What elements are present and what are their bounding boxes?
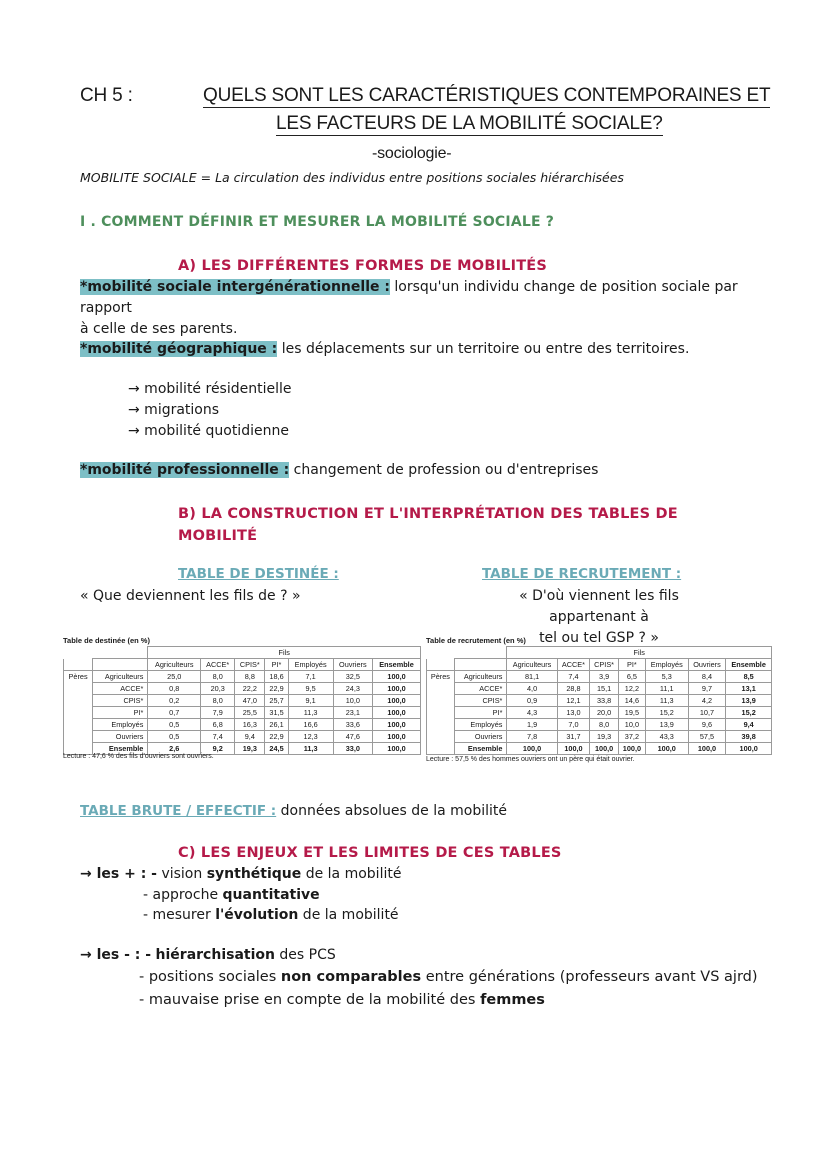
- peres-spacer: [427, 707, 455, 719]
- table-cell: 6,8: [201, 719, 235, 731]
- geo-term: *mobilité géographique :: [80, 341, 278, 357]
- table-destinee-caption: Table de destinée (en %): [63, 636, 150, 645]
- table-cell: 7,4: [201, 731, 235, 743]
- pro-def: changement de profession ou d'entreprises: [289, 462, 599, 478]
- table-cell: 7,4: [557, 671, 590, 683]
- table-cell: 9,4: [726, 719, 772, 731]
- table-cell: 11,3: [288, 707, 333, 719]
- list-item: → mobilité quotidienne: [128, 423, 289, 439]
- minus-line-2: [139, 967, 758, 988]
- table-cell: 9,5: [288, 683, 333, 695]
- table-cell: 8,4: [688, 671, 726, 683]
- column-header: Ouvriers: [333, 659, 373, 671]
- table-cell: 100,0: [373, 743, 421, 755]
- peres-spacer: [427, 695, 455, 707]
- table-cell: 9,6: [688, 719, 726, 731]
- brute-label: TABLE BRUTE / EFFECTIF :: [80, 803, 277, 819]
- table-cell: 100,0: [373, 695, 421, 707]
- table-recrutement-caption: Table de recrutement (en %): [426, 636, 526, 645]
- table-cell: 100,0: [507, 743, 557, 755]
- table-header-row: [64, 659, 421, 671]
- geo-list: [128, 379, 292, 442]
- table-cell: 22,2: [235, 683, 265, 695]
- column-header: ACCE*: [557, 659, 590, 671]
- table-cell: 4,2: [688, 695, 726, 707]
- list-item: → mobilité résidentielle: [128, 381, 292, 397]
- geo-definition: [80, 339, 689, 360]
- row-label: Ouvriers: [454, 731, 507, 743]
- peres-spacer: [427, 743, 455, 755]
- table-cell: 22,9: [265, 683, 288, 695]
- table-cell: 13,9: [645, 719, 688, 731]
- title-line1-text: QUELS SONT LES CARACTÉRISTIQUES CONTEMPORAINES ET: [203, 85, 771, 106]
- table-cell: 16,3: [235, 719, 265, 731]
- table-cell: 100,0: [688, 743, 726, 755]
- table-cell: 100,0: [373, 719, 421, 731]
- table-cell: 10,7: [688, 707, 726, 719]
- peres-label: Pères: [427, 671, 455, 683]
- row-label: Agriculteurs: [93, 671, 148, 683]
- title-line2-text: LES FACTEURS DE LA MOBILITÉ SOCIALE?: [276, 113, 663, 134]
- page-title-line1: [203, 85, 770, 107]
- table-cell: 24,5: [265, 743, 288, 755]
- table-cell: 9,1: [288, 695, 333, 707]
- plus-line-1: [80, 864, 401, 885]
- table-cell: 19,3: [590, 731, 619, 743]
- table-cell: 9,7: [688, 683, 726, 695]
- minus-text: entre générations (professeurs avant VS ajrd): [421, 969, 758, 985]
- table-header-row: [427, 647, 772, 659]
- table-cell: 100,0: [557, 743, 590, 755]
- table-cell: 11,3: [645, 695, 688, 707]
- table-cell: 20,3: [201, 683, 235, 695]
- table-cell: 20,0: [590, 707, 619, 719]
- table-cell: 7,1: [288, 671, 333, 683]
- table-row: [427, 695, 772, 707]
- table-header-row: [427, 659, 772, 671]
- subject-label: -sociologie-: [372, 145, 452, 162]
- minus-line-1: [80, 945, 336, 966]
- plus-text: vision: [157, 866, 207, 882]
- table-cell: 16,6: [288, 719, 333, 731]
- table-cell: 47,6: [333, 731, 373, 743]
- table-row: [64, 683, 421, 695]
- row-label: ACCE*: [93, 683, 148, 695]
- table-cell: 8,0: [201, 671, 235, 683]
- column-header: Agriculteurs: [507, 659, 557, 671]
- column-header: Agriculteurs: [148, 659, 201, 671]
- table-cell: 0,5: [148, 719, 201, 731]
- table-cell: 5,3: [645, 671, 688, 683]
- plus-text: de la mobilité: [301, 866, 402, 882]
- table-cell: 13,0: [557, 707, 590, 719]
- table-cell: 12,2: [618, 683, 645, 695]
- plus-text: - approche: [143, 887, 223, 903]
- section-a-heading: A) LES DIFFÉRENTES FORMES DE MOBILITÉS: [178, 258, 548, 274]
- table-cell: 3,9: [590, 671, 619, 683]
- table-cell: 100,0: [726, 743, 772, 755]
- table-cell: 0,9: [507, 695, 557, 707]
- table-cell: 32,5: [333, 671, 373, 683]
- table-cell: 33,6: [333, 719, 373, 731]
- minus-label: → les - : -: [80, 947, 152, 963]
- table-cell: 11,1: [645, 683, 688, 695]
- table-cell: 10,0: [333, 695, 373, 707]
- table-cell: 100,0: [373, 683, 421, 695]
- minus-keyword: hiérarchisation: [155, 947, 275, 963]
- column-header: ACCE*: [201, 659, 235, 671]
- section-c-heading: C) LES ENJEUX ET LES LIMITES DE CES TABLES: [178, 845, 562, 861]
- minus-text: - mauvaise prise en compte de la mobilité des: [139, 992, 481, 1008]
- table-cell: 47,0: [235, 695, 265, 707]
- chapter-label: CH 5 :: [80, 85, 133, 106]
- plus-line-3: [143, 905, 399, 926]
- table-cell: 8,0: [201, 695, 235, 707]
- table-cell: 31,7: [557, 731, 590, 743]
- table-cell: 6,5: [618, 671, 645, 683]
- plus-keyword: l'évolution: [215, 907, 299, 923]
- peres-spacer: [427, 683, 455, 695]
- table-cell: 100,0: [618, 743, 645, 755]
- table-cell: 23,1: [333, 707, 373, 719]
- minus-keyword: femmes: [480, 992, 545, 1008]
- column-header: CPIS*: [590, 659, 619, 671]
- section-1-heading: I . COMMENT DÉFINIR ET MESURER LA MOBILITÉ SOCIALE ?: [80, 214, 555, 230]
- destinee-label: TABLE DE DESTINÉE :: [178, 566, 339, 582]
- table-cell: 14,6: [618, 695, 645, 707]
- list-item: → migrations: [128, 402, 220, 418]
- table-cell: 15,1: [590, 683, 619, 695]
- table-cell: 100,0: [590, 743, 619, 755]
- table-cell: 19,3: [235, 743, 265, 755]
- table-cell: 39,8: [726, 731, 772, 743]
- peres-label: Pères: [64, 671, 93, 683]
- table-destinee-note: Lecture : 47,6 % des fils d'ouvriers sont ouvriers.: [63, 753, 214, 760]
- section-b-heading-line1: B) LA CONSTRUCTION ET L'INTERPRÉTATION DES TABLES DE: [178, 506, 678, 522]
- table-cell: 13,9: [726, 695, 772, 707]
- table-cell: 4,3: [507, 707, 557, 719]
- table-cell: 24,3: [333, 683, 373, 695]
- table-cell: 18,6: [265, 671, 288, 683]
- row-label: PI*: [93, 707, 148, 719]
- row-label: Employés: [454, 719, 507, 731]
- table-cell: 1,9: [507, 719, 557, 731]
- intergen-def2: à celle de ses parents.: [80, 321, 238, 337]
- table-cell: 22,9: [265, 731, 288, 743]
- column-header: PI*: [618, 659, 645, 671]
- minus-text: - positions sociales: [139, 969, 281, 985]
- row-label: Ensemble: [454, 743, 507, 755]
- table-cell: 28,8: [557, 683, 590, 695]
- table-header-row: [64, 647, 421, 659]
- minus-line-3: [139, 990, 545, 1011]
- table-cell: 31,5: [265, 707, 288, 719]
- plus-keyword: synthétique: [206, 866, 302, 882]
- table-cell: 8,0: [590, 719, 619, 731]
- minus-keyword: non comparables: [280, 969, 422, 985]
- table-cell: 19,5: [618, 707, 645, 719]
- table-cell: 7,9: [201, 707, 235, 719]
- table-cell: 33,0: [333, 743, 373, 755]
- column-header: Employés: [288, 659, 333, 671]
- table-cell: 37,2: [618, 731, 645, 743]
- table-cell: 12,3: [288, 731, 333, 743]
- table-row: [427, 707, 772, 719]
- table-cell: 15,2: [726, 707, 772, 719]
- brute-def: données absolues de la mobilité: [276, 803, 507, 819]
- row-label: Agriculteurs: [454, 671, 507, 683]
- intergen-definition: [80, 277, 770, 340]
- brute-definition: [80, 801, 507, 822]
- intergen-term: *mobilité sociale intergénérationnelle :: [80, 279, 390, 295]
- table-cell: 0,5: [148, 731, 201, 743]
- column-header: Ensemble: [726, 659, 772, 671]
- table-cell: 2,6: [148, 743, 201, 755]
- peres-spacer: [64, 683, 93, 695]
- table-cell: 81,1: [507, 671, 557, 683]
- table-row: [64, 731, 421, 743]
- peres-spacer: [427, 731, 455, 743]
- row-label: CPIS*: [454, 695, 507, 707]
- row-label: Ouvriers: [93, 731, 148, 743]
- table-cell: 0,7: [148, 707, 201, 719]
- peres-spacer: [64, 731, 93, 743]
- peres-spacer: [64, 707, 93, 719]
- table-cell: 8,5: [726, 671, 772, 683]
- section-b-heading-line2: MOBILITÉ: [178, 528, 258, 544]
- peres-spacer: [427, 719, 455, 731]
- page-title-line2: [276, 113, 663, 135]
- plus-text: de la mobilité: [298, 907, 399, 923]
- table-cell: 10,0: [618, 719, 645, 731]
- table-cell: 43,3: [645, 731, 688, 743]
- table-cell: 100,0: [373, 731, 421, 743]
- column-header: CPIS*: [235, 659, 265, 671]
- table-cell: 25,5: [235, 707, 265, 719]
- recrutement-question-line1: « D'où viennent les fils appartenant à: [519, 588, 679, 625]
- peres-spacer: [64, 695, 93, 707]
- table-cell: 7,0: [557, 719, 590, 731]
- table-cell: 33,8: [590, 695, 619, 707]
- table-cell: 100,0: [373, 671, 421, 683]
- pro-definition: [80, 460, 598, 481]
- table-row: [64, 719, 421, 731]
- table-row: [64, 671, 421, 683]
- geo-def: les déplacements sur un territoire ou entre des territoires.: [277, 341, 690, 357]
- table-cell: 11,3: [288, 743, 333, 755]
- table-cell: 0,2: [148, 695, 201, 707]
- table-cell: 100,0: [645, 743, 688, 755]
- table-cell: 12,1: [557, 695, 590, 707]
- minus-text: des PCS: [274, 947, 336, 963]
- recrutement-question-line2: tel ou tel GSP ? »: [539, 630, 659, 646]
- row-label: Ensemble: [93, 743, 148, 755]
- table-cell: 25,7: [265, 695, 288, 707]
- column-header: Ensemble: [373, 659, 421, 671]
- table-cell: 100,0: [373, 707, 421, 719]
- section-b-heading: [178, 503, 678, 547]
- table-cell: 7,8: [507, 731, 557, 743]
- peres-spacer: [64, 719, 93, 731]
- table-cell: 26,1: [265, 719, 288, 731]
- table-recrutement: [426, 646, 772, 755]
- row-label: ACCE*: [454, 683, 507, 695]
- column-header: PI*: [265, 659, 288, 671]
- table-cell: 8,8: [235, 671, 265, 683]
- row-label: Employés: [93, 719, 148, 731]
- table-cell: 13,1: [726, 683, 772, 695]
- table-row: [427, 743, 772, 755]
- recrutement-label: TABLE DE RECRUTEMENT :: [482, 566, 682, 582]
- table-cell: 57,5: [688, 731, 726, 743]
- column-header: Employés: [645, 659, 688, 671]
- plus-label: → les + : -: [80, 866, 157, 882]
- table-cell: 25,0: [148, 671, 201, 683]
- table-row: [427, 671, 772, 683]
- row-label: CPIS*: [93, 695, 148, 707]
- table-destinee: [63, 646, 421, 755]
- plus-text: - mesurer: [143, 907, 216, 923]
- plus-keyword: quantitative: [222, 887, 320, 903]
- table-cell: 0,8: [148, 683, 201, 695]
- table-row: [427, 719, 772, 731]
- table-recrutement-note: Lecture : 57,5 % des hommes ouvriers ont un père qui était ouvrier.: [426, 756, 635, 763]
- table-row: [427, 731, 772, 743]
- plus-line-2: [143, 885, 320, 906]
- column-header: Ouvriers: [688, 659, 726, 671]
- table-row: [64, 707, 421, 719]
- table-row: [427, 683, 772, 695]
- row-label: PI*: [454, 707, 507, 719]
- pro-term: *mobilité professionnelle :: [80, 462, 290, 478]
- table-cell: 9,4: [235, 731, 265, 743]
- table-row: [64, 695, 421, 707]
- definition: MOBILITE SOCIALE = La circulation des individus entre positions sociales hiérarchisées: [80, 170, 624, 185]
- table-cell: 9,2: [201, 743, 235, 755]
- fils-header: Fils: [507, 647, 772, 659]
- intergen-def1: lorsqu'un individu change de position sociale par rapport: [80, 279, 738, 316]
- table-cell: 15,2: [645, 707, 688, 719]
- table-cell: 4,0: [507, 683, 557, 695]
- fils-header: Fils: [148, 647, 421, 659]
- destinee-question: « Que deviennent les fils de ? »: [80, 588, 301, 604]
